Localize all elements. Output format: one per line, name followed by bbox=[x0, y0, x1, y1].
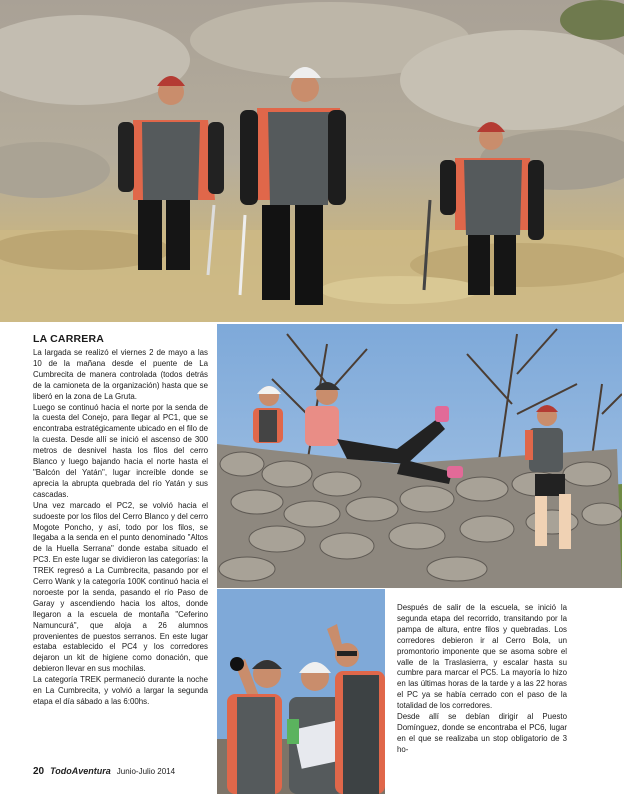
top-photo-three-runners bbox=[0, 0, 624, 322]
article-right-column bbox=[397, 603, 567, 756]
magazine-name: TodoAventura bbox=[50, 766, 111, 776]
paragraph: Luego se continuó hacia el norte por la senda de la cuesta del Conejo, para llegar al PC1, que se encontraba estratégicamente ubicado en el filo de la cuesta. Desde allí se inició el ascenso de 300 metros de desnivel hasta los filos del cerro Blanco y luego bajando hacia el norte hasta el "Balcón del Yatán", lugar increíble donde se aprecia la abrupta quebrada del río Yatán y sus cascadas. bbox=[33, 402, 208, 499]
paragraph: Desde allí se debían dirigir al Puesto Domínguez, donde se encontraba el PC6, lugar en el que se realizaba un stop obligatorio de 3 ho- bbox=[397, 712, 567, 754]
article-left-column bbox=[33, 333, 208, 708]
section-heading: LA CARRERA bbox=[33, 333, 105, 345]
paragraph: La largada se realizó el viernes 2 de mayo a las 10 de la mañana desde el puente de La Cumbrecita de manera controlada (todos detrás de la camioneta de la organización) hasta que se liberó en la zona de La Gruta. bbox=[33, 348, 208, 401]
photo-group-of-runners-cheering bbox=[217, 589, 385, 794]
paragraph: Una vez marcado el PC2, se volvió hacia el sudoeste por los filos del Cerro Blanco y del cerro Mogote Poncho, y así, todo por los filos, se llegaba a la senda en el punto denominado "Altos de la Huella Serrana" donde estaba situado el PC3. En este lugar se dividieron las categorías: la TREK regresó a La Cumbrecita, pasando por el Cerro Wank y la categoría 100K continuó hacia el noroeste por la senda, pasando el río Paso de Garay y ascendiendo hacia los altos, donde llegaron a la escuela de montaña "Ceferino Namuncurá", que aloja a 26 alumnos provenientes de puestos serranos. En este lugar estaba establecido el PC4 y los corredores dejaron un kit de higiene como donación, que debieron llevar en sus mochilas. bbox=[33, 500, 208, 674]
paragraph: Después de salir de la escuela, se inició la segunda etapa del recorrido, transitando por la pampa de altura, entre filos y quebradas. Los corredores debieron ir al Cerro Bola, un promontorio imponente que se asoma sobre el valle de la Traslasierra, y escalar hasta su cumbre para marcar el PC5. La mayoría lo hizo en las últimas horas de la tarde y a las 22 horas el PC ya se había cerrado con el paso de la totalidad de los corredores. bbox=[397, 603, 567, 711]
group-photo-image bbox=[217, 589, 385, 794]
page-footer bbox=[33, 766, 175, 777]
article-body-left bbox=[33, 348, 208, 708]
paragraph: La categoría TREK permaneció durante la noche en La Cumbrecita, y volvió a largar la segunda etapa el día sábado a las 6:00hs. bbox=[33, 675, 208, 706]
page-number: 20 bbox=[33, 766, 45, 777]
article-body-right bbox=[397, 603, 567, 756]
stone-wall-image bbox=[217, 324, 622, 588]
runners-on-rocky-hillside-image bbox=[0, 0, 624, 322]
issue-date: Junio-Julio 2014 bbox=[116, 767, 176, 776]
photo-runners-climbing-stone-wall bbox=[217, 324, 622, 588]
